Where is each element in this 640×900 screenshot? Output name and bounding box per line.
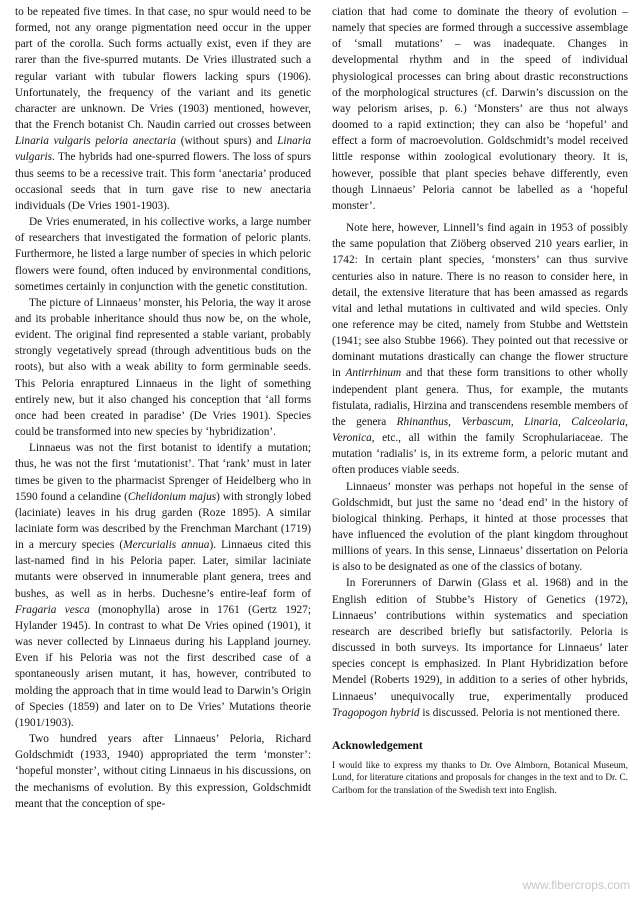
species-name: Fragaria vesca: [15, 603, 90, 616]
acknowledgement-heading: Acknowledgement: [332, 739, 423, 752]
body-paragraph: Linnaeus’ monster was perhaps not hopeful in the sense of Goldschmidt, but just the same no ‘dead end’ in the history of biological thinking. Perhaps, it hinted at those processes that have influenced the evolution of the plant kingdom throughout millions of years. In this sense, Linnaeus’ dissertation on Peloria is also to be designated as one of the classics of botany.: [332, 480, 628, 574]
body-paragraph: Linnaeus was not the first botanist to identify a mutation; thus, he was not the first ‘mutationist’. That ‘rank’ must in later times be given to the pharmacist Sprenger of Heidelberg who in 1590 found a celandine (Chelidonium majus) with strongly lobed (laciniate) leaves in his drug garden (Roze 1895). A similar laciniate form was described by the Frenchman Marchant (1719) in a mercury species (Mercurialis annua). Linnaeus cited this last-named find in his Peloria paper. Later, similar laciniate mutants were observed in innumerable plant genera, trees and bushes, as well as in herbs. Duchesne’s entire-leaf form of Fragaria vesca (monophylla) arose in 1761 (Gertz 1927; Hylander 1945). In contrast to what De Vries opined (1901), it was never collected by Linnaeus during his Lappland journey. Even if his Peloria was not the first described case of a spontaneously arisen mutant, it has, however, contributed to molding the approach that in time would lead to Darwin’s Origin of Species (1859) and later on to De Vries’ Mutations theorie (1901/1903).: [15, 442, 311, 729]
body-paragraph: De Vries enumerated, in his collective works, a large number of researchers that investigated the formation of peloric plants. Furthermore, he listed a large number of species in which peloric flowers were found, often induced by environmental conditions, sometimes certainly in conjunction with the genetic constitution.: [15, 216, 311, 293]
species-name: Chelidonium majus: [127, 490, 217, 503]
body-paragraph: to be repeated five times. In that case, no spur would need to be formed, not any orange pigmentation need occur in the upper part of the corolla. Such forms actually exist, even if they are rarer than the five-spurred mutants. De Vries illustrated such a regular variant with tubular flowers lacking spurs (1906). Unfortunately, the frequency of the variant and its genetic character are unknown. De Vries (1903) mentioned, however, that the French botanist Ch. Naudin carried out crosses between Linaria vulgaris peloria anectaria (without spurs) and Linaria vulgaris. The hybrids had one-spurred flowers. The loss of spurs thus seems to be a recessive trait. This form ‘anectaria’ produced occasional seeds that in turn gave rise to new anectaria individuals (De Vries 1901-1903).: [15, 6, 311, 212]
body-paragraph: ciation that had come to dominate the theory of evolution – namely that species are formed through a successive assemblage of ‘small mutations’ – was inadequate. Changes in developmental rhythm and in the speed of individual physiological processes can bring about drastic reconstructions of the morphological structures (cf. Darwin’s discussion on the way pelorism arises, p. 6.) ‘Monsters’ are thus not always doomed to a rapid extinction; they can also be ‘hopeful’ and effect a form of macroevolution. Goldschmidt’s model received little response within zoological evolutionary theory. It is, however, possible that plant species behave differently, even though Linnaeus’ Peloria cannot be labelled as a ‘hopeful monster’.: [332, 6, 628, 212]
species-name: Linaria vulgaris peloria anectaria: [15, 135, 177, 148]
species-name: Mercurialis annua: [123, 539, 210, 552]
species-name: Tragopogon hybrid: [332, 706, 420, 719]
body-paragraph: In Forerunners of Darwin (Glass et al. 1968) and in the English edition of Stubbe’s History of Genetics (1972), Linnaeus’ contributions within systematics and speciation research are described briefly but satisfactorily. Peloria is discussed in both surveys. Its importance for Linnaeus’ later species concept is emphasized. In Plant Hybridization before Mendel (Roberts 1929), in addition to a series of other hybrids, Linnaeus’ unequivocally true, experimentally produced Tragopogon hybrid is discussed. Peloria is not mentioned there.: [332, 577, 628, 719]
genus-name: Antirrhinum: [345, 367, 402, 380]
watermark: www.fibercrops.com: [522, 878, 630, 892]
genus-list: Rhinanthus, Verbascum, Linaria, Calceolaria, Veronica: [332, 415, 628, 445]
body-paragraph: Note here, however, Linnell’s find again in 1953 of possibly the same population that Ziöberg observed 210 years earlier, in 1742: In certain plant species, ‘monsters’ can thus survive centuries also in nature. There is no reason to consider here, in detail, the extensive literature that has been amassed as regards vital and lethal mutations in cultivated and wild species. Only one reference may be cited, namely from Stubbe and Wettstein (1941; see also Stubbe 1966). They pointed out that recessive or dominant mutations drastically can change the flower structure in Antirrhinum and that these form transitions to other wholly independent plant genera. Thus, for example, the mutants fistulata, radialis, Hirzina and transcendens resemble members of the genera Rhinanthus, Verbascum, Linaria, Calceolaria, Veronica, etc., all within the family Scrophulariaceae. The mutation ‘radialis’ is, in its extreme form, a peloric mutant and often produces viable seeds.: [332, 222, 628, 477]
acknowledgement-text: I would like to express my thanks to Dr. Ove Almborn, Botanical Museum, Lund, for literature citations and proposals for changes in the text and to Dr. C. Carlbom for the translation of the Swedish text into English.: [332, 760, 628, 797]
body-paragraph: Two hundred years after Linnaeus’ Peloria, Richard Goldschmidt (1933, 1940) appropriated the term ‘monster’: ‘hopeful monster’, without citing Linnaeus in his discussions, on the mechanisms of evolution. By this expression, Goldschmidt meant that the conception of spe-: [15, 733, 311, 810]
right-column: [332, 4, 628, 798]
species-name: Linaria vulgaris: [15, 135, 311, 164]
body-paragraph: The picture of Linnaeus’ monster, his Peloria, the way it arose and its probable inheritance should thus now be, on the whole, evident. The original find represented a stable variant, probably strongly vegetatively spread (through adventitious buds on the roots), but also with a weak ability to form germinable seeds. This Peloria enraptured Linnaeus in the light of something entirely new, but it also changed his conception that ‘all forms once had been created in paradise’ (De Vries 1901). Species could be transformed into new species by ‘hybridization’.: [15, 296, 311, 439]
left-column: [15, 4, 311, 812]
